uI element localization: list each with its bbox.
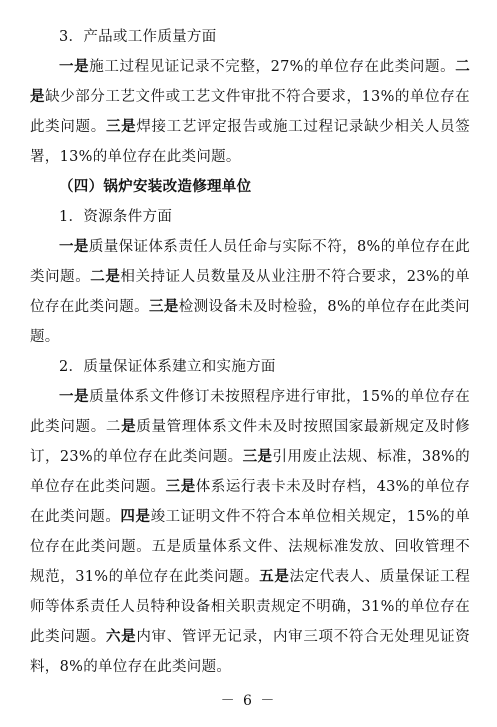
text-run: 法定代表人、质量保证工程师等体系责任人员特种设备相关职责规定不明确，31%的单位存在此类问题。 <box>30 569 470 645</box>
paragraph <box>30 352 470 382</box>
text-run: 质量保证体系责任人员任命与实际不符，8%的单位存在此类问题。 <box>30 239 470 285</box>
paragraph <box>30 22 470 52</box>
paragraph <box>30 202 470 232</box>
text-run: 质量体系文件修订未按照程序进行审批，15%的单位存在此类问题。二 <box>30 389 470 435</box>
emphasis-run: 三是 <box>165 478 196 495</box>
text-run: 内审、管评无记录，内审三项不符合无处理见证资料，8%的单位存在此类问题。 <box>30 629 470 675</box>
emphasis-run: 六是 <box>105 628 137 645</box>
text-run: 缺少部分工艺文件或工艺文件审批不符合要求，13%的单位存在此类问题。 <box>30 89 470 135</box>
emphasis-run: 一是 <box>59 388 90 405</box>
emphasis-run: 五是 <box>259 568 290 585</box>
text-run: 相关持证人员数量及从业注册不符合要求，23%的单位存在此类问题。 <box>30 269 470 315</box>
emphasis-run: 一是 <box>59 238 89 255</box>
text-run: 3．产品或工作质量方面 <box>59 29 217 45</box>
emphasis-run: 三是 <box>148 298 179 315</box>
text-run: 1．资源条件方面 <box>59 209 173 225</box>
emphasis-run: 四是 <box>120 508 151 525</box>
text-run: 竣工证明文件不符合本单位相关规定，15%的单位存在此类问题。五是质量体系文件、法规标准发放、回收管理不规范，31%的单位存在此类问题。 <box>30 509 470 585</box>
emphasis-run: 二是 <box>30 58 470 105</box>
section-heading <box>30 172 470 202</box>
emphasis-run: 是 <box>121 418 137 435</box>
emphasis-run: 三是 <box>105 118 137 135</box>
text-run: （四）锅炉安装改造修理单位 <box>59 178 252 195</box>
text-run: 焊接工艺评定报告或施工过程记录缺少相关人员签署，13%的单位存在此类问题。 <box>30 119 470 165</box>
document-body <box>30 22 470 682</box>
paragraph <box>30 232 470 352</box>
text-run: 检测设备未及时检验，8%的单位存在此类问题。 <box>30 299 470 345</box>
emphasis-run: 二是 <box>90 268 121 285</box>
text-run: 体系运行表卡未及时存档，43%的单位存在此类问题。 <box>30 479 470 525</box>
paragraph <box>30 382 470 682</box>
page-number: － 6 － <box>220 693 277 709</box>
emphasis-run: 一是 <box>59 58 90 75</box>
text-run: 质量管理体系文件未及时按照国家最新规定及时修订，23%的单位存在此类问题。 <box>30 419 470 465</box>
paragraph <box>30 52 470 172</box>
text-run: 引用废止法规、标准，38%的单位存在此类问题。 <box>30 449 470 495</box>
emphasis-run: 三是 <box>242 448 273 465</box>
text-run: 施工过程见证记录不完整，27%的单位存在此类问题。 <box>89 59 456 75</box>
text-run: 2．质量保证体系建立和实施方面 <box>59 359 276 375</box>
